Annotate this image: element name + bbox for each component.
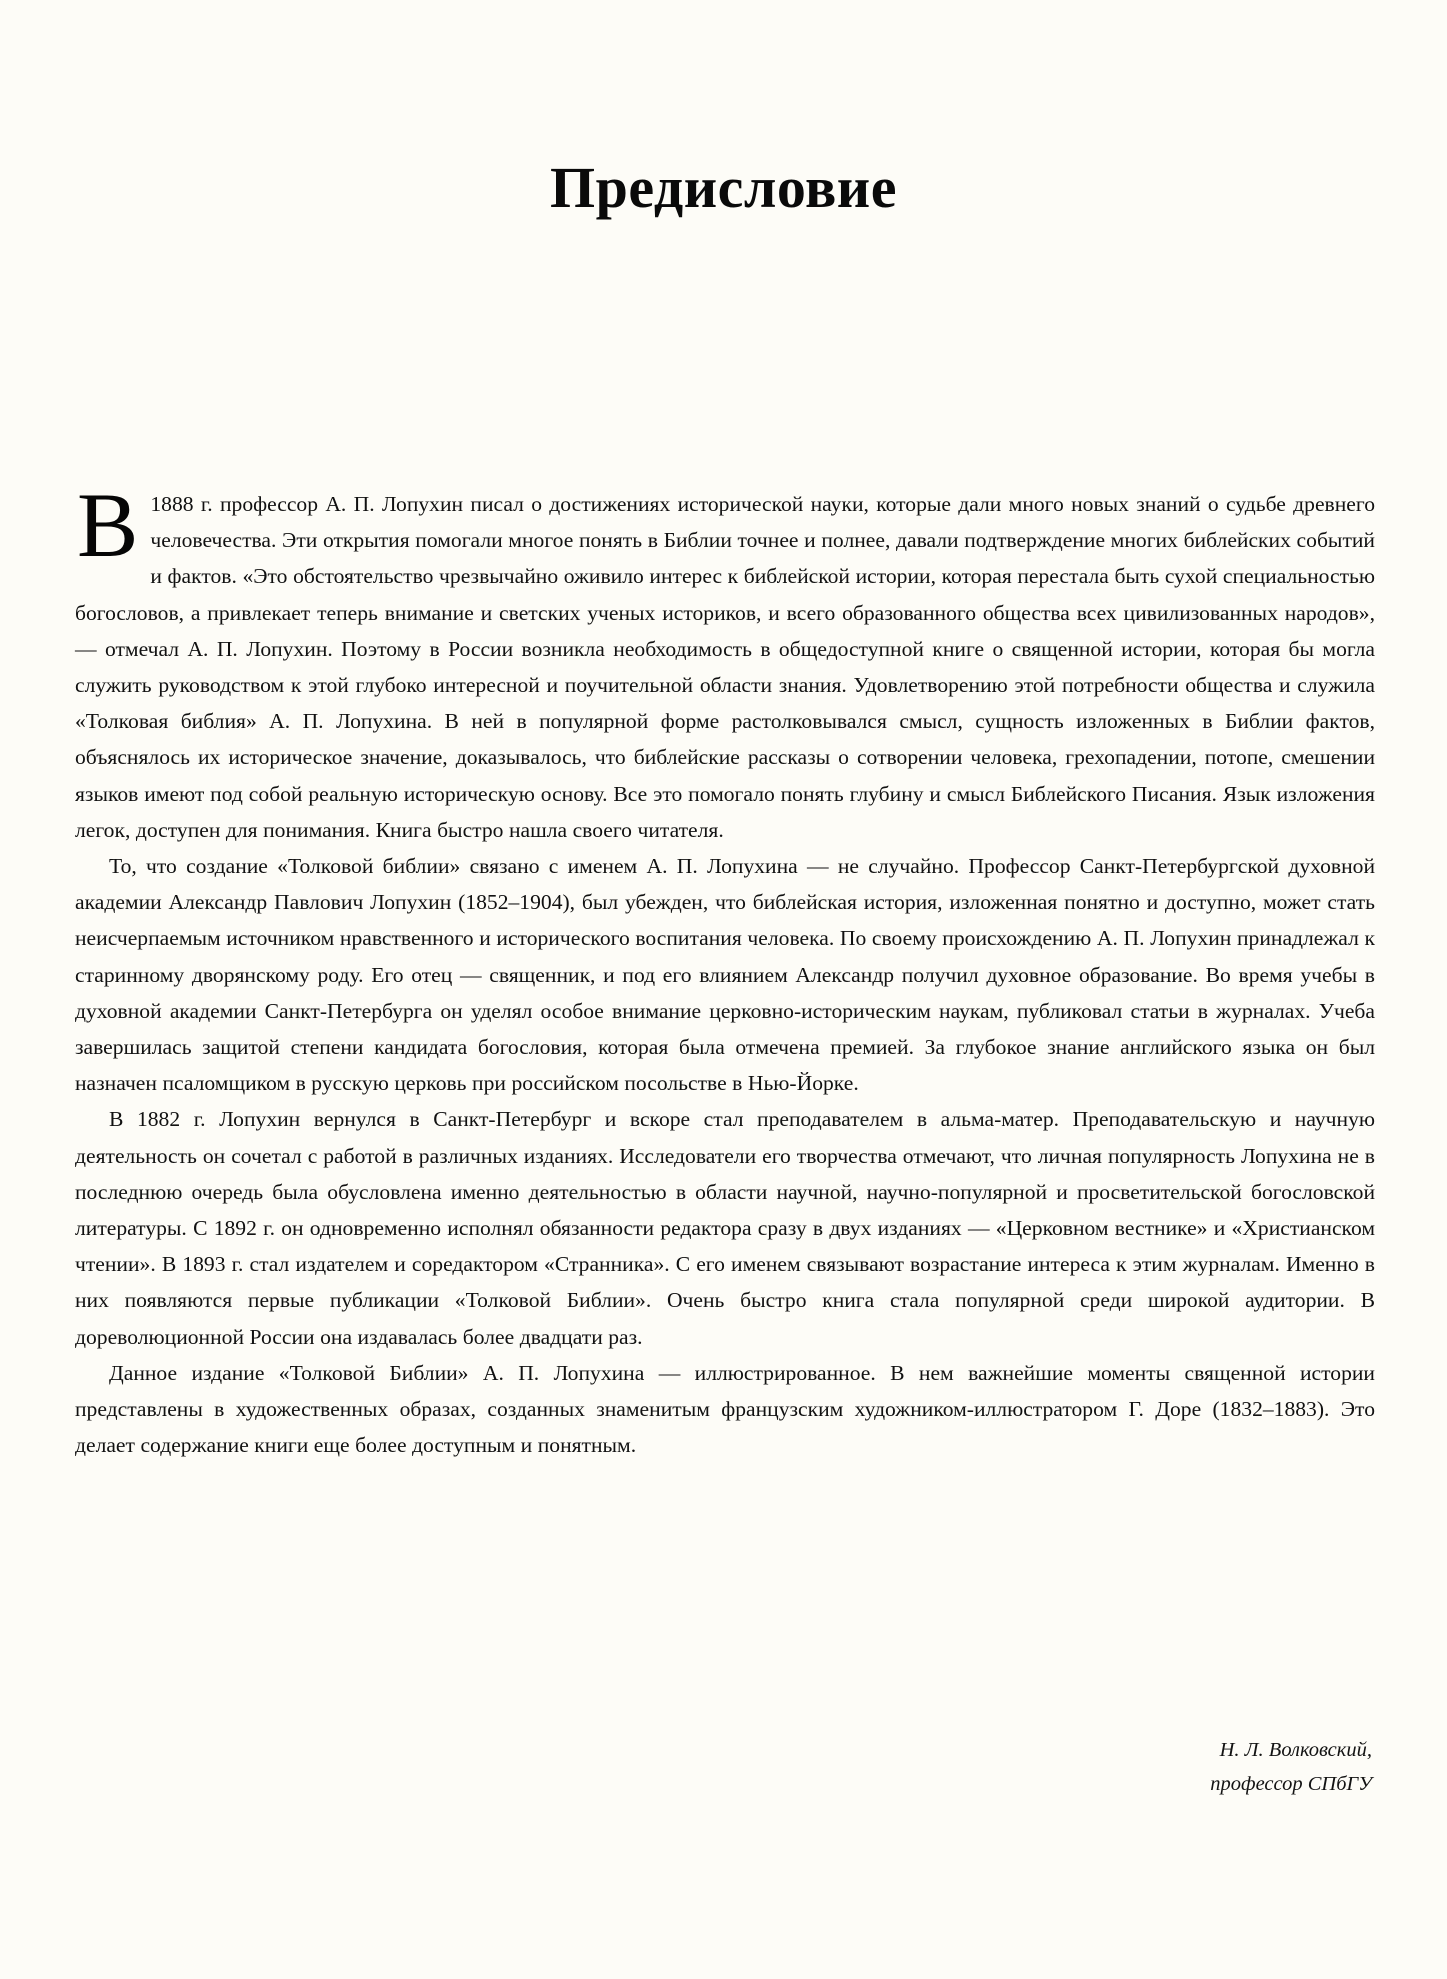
page-title: Предисловие [550,155,897,220]
title-block [0,155,1447,220]
paragraph-1-text: 1888 г. профессор А. П. Лопухин писал о достижениях исторической науки, которые дали много новых знаний о судьбе древнего человечества. Эти открытия помогали многое понять в Библии точнее и полнее, давали подтверждение многих библейских событий и фактов. «Это обстоятельство чрезвычайно оживило интерес к библейской истории, которая перестала быть сухой специальностью богословов, а привлекает теперь внимание и светских ученых историков, и всего образованного общества всех цивилизованных народов», — отмечал А. П. Лопухин. Поэтому в России возникла необходимость в общедоступной книге о священной истории, которая бы могла служить руководством к этой глубоко интересной и поучительной области знания. Удовлетворению этой потребности общества и служила «Толковая библия» А. П. Лопухина. В ней в популярной форме растолковывался смысл, сущность изложенных в Библии фактов, объяснялось их историческое значение, доказывалось, что библейские рассказы о сотворении человека, грехопадении, потопе, смешении языков имеют под собой реальную историческую основу. Все это помогало понять глубину и смысл Библейского Писания. Язык изложения легок, доступен для понимания. Книга быстро нашла своего читателя. [75,492,1375,842]
paragraph-2: То, что создание «Толковой библии» связано с именем А. П. Лопухина — не случайно. Профессор Санкт-Петербургской духовной академии Александр Павлович Лопухин (1852–1904), был убежден, что библейская история, изложенная понятно и доступно, может стать неисчерпаемым источником нравственного и исторического воспитания человека. По своему происхождению А. П. Лопухин принадлежал к старинному дворянскому роду. Его отец — священник, и под его влиянием Александр получил духовное образование. Во время учебы в духовной академии Санкт-Петербурга он уделял особое внимание церковно-историческим наукам, публиковал статьи в журналах. Учеба завершилась защитой степени кандидата богословия, которая была отмечена премией. За глубокое знание английского языка он был назначен псаломщиком в русскую церковь при российском посольстве в Нью-Йорке. [75,854,1375,1096]
paragraph-1 [75,474,1375,848]
signature-block [812,1733,1372,1801]
signature-affiliation: профессор СПбГУ [1210,1773,1372,1795]
body-text-column [75,474,1375,1463]
drop-cap-letter: В [77,474,139,576]
paragraph-3: В 1882 г. Лопухин вернулся в Санкт-Петербург и вскоре стал преподавателем в альма-матер. Преподавательскую и научную деятельность он сочетал с работой в различных изданиях. Исследователи его творчества отмечают, что личная популярность Лопухина не в последнюю очередь была обусловлена именно деятельностью в области научной, научно-популярной и просветительской богословской литературы. С 1892 г. он одновременно исполнял обязанности редактора сразу в двух изданиях — «Церковном вестнике» и «Христианском чтении». В 1893 г. стал издателем и соредактором «Странника». С его именем связывают возрастание интереса к этим журналам. Именно в них появляются первые публикации «Толковой Библии». Очень быстро книга стала популярной среди широкой аудитории. В дореволюционной России она издавалась более двадцати раз. [75,1107,1375,1349]
signature-name: Н. Л. Волковский, [1219,1739,1372,1761]
paragraph-4: Данное издание «Толковой Библии» А. П. Лопухина — иллюстрированное. В нем важнейшие моменты священной истории представлены в художественных образах, созданных знаменитым французским художником-иллюстратором Г. Доре (1832–1883). Это делает содержание книги еще более доступным и понятным. [75,1360,1375,1458]
